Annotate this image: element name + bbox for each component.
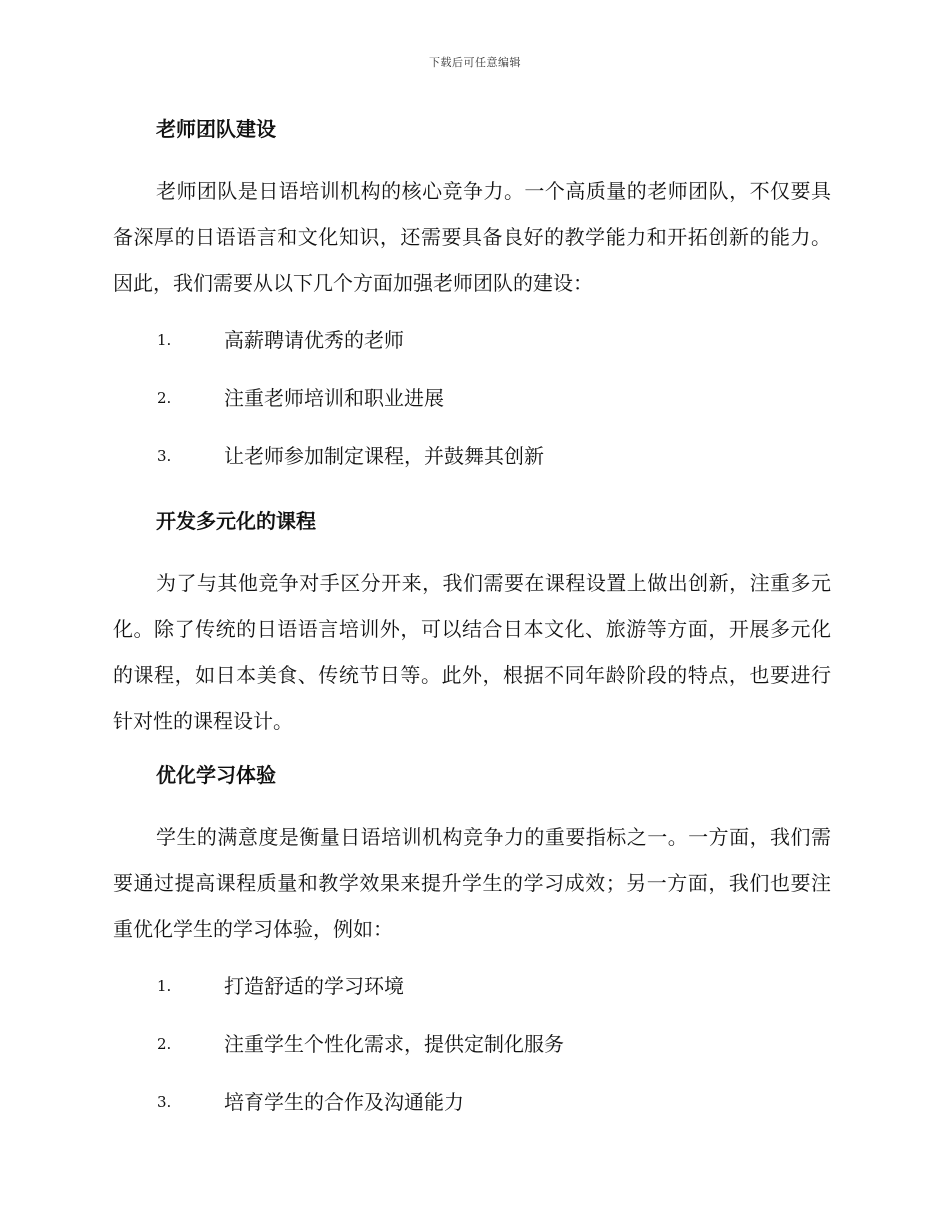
- list-item: [113, 966, 831, 1024]
- header-note: 下载后可任意编辑: [429, 56, 521, 69]
- section-teacher-team: [113, 112, 831, 494]
- numbered-list: [113, 966, 831, 1140]
- list-number: 2.: [157, 1035, 172, 1053]
- section-diverse-courses: [113, 504, 831, 744]
- section-heading: 优化学习体验: [156, 763, 276, 787]
- list-number: 1.: [157, 331, 172, 349]
- list-item: [113, 378, 831, 436]
- list-number: 2.: [157, 389, 172, 407]
- list-item: [113, 1082, 831, 1140]
- section-heading: 老师团队建设: [156, 117, 276, 141]
- list-text: 注重学生个性化需求，提供定制化服务: [224, 1032, 564, 1056]
- list-text: 让老师参加制定课程，并鼓舞其创新: [224, 444, 544, 468]
- list-number: 1.: [157, 977, 172, 995]
- section-paragraph: 学生的满意度是衡量日语培训机构竞争力的重要指标之一。一方面，我们需要通过提高课程质量和教学效果来提升学生的学习成效；另一方面，我们也要注重优化学生的学习体验，例如：: [113, 825, 831, 941]
- list-number: 3.: [157, 447, 172, 465]
- section-paragraph: 为了与其他竞争对手区分开来，我们需要在课程设置上做出创新，注重多元化。除了传统的日语语言培训外，可以结合日本文化、旅游等方面，开展多元化的课程，如日本美食、传统节日等。此外，根据不同年龄阶段的特点，也要进行针对性的课程设计。: [113, 571, 831, 733]
- list-text: 高薪聘请优秀的老师: [224, 328, 404, 352]
- list-text: 注重老师培训和职业进展: [224, 386, 444, 410]
- list-item: [113, 1024, 831, 1082]
- list-text: 培育学生的合作及沟通能力: [224, 1090, 464, 1114]
- section-heading: 开发多元化的课程: [156, 509, 316, 533]
- list-number: 3.: [157, 1093, 172, 1111]
- numbered-list: [113, 320, 831, 494]
- section-paragraph: 老师团队是日语培训机构的核心竞争力。一个高质量的老师团队，不仅要具备深厚的日语语言和文化知识，还需要具备良好的教学能力和开拓创新的能力。因此，我们需要从以下几个方面加强老师团队的建设：: [113, 179, 831, 295]
- list-item: [113, 320, 831, 378]
- list-item: [113, 436, 831, 494]
- section-learning-experience: [113, 758, 831, 1140]
- document-body: [113, 112, 831, 1150]
- list-text: 打造舒适的学习环境: [224, 974, 404, 998]
